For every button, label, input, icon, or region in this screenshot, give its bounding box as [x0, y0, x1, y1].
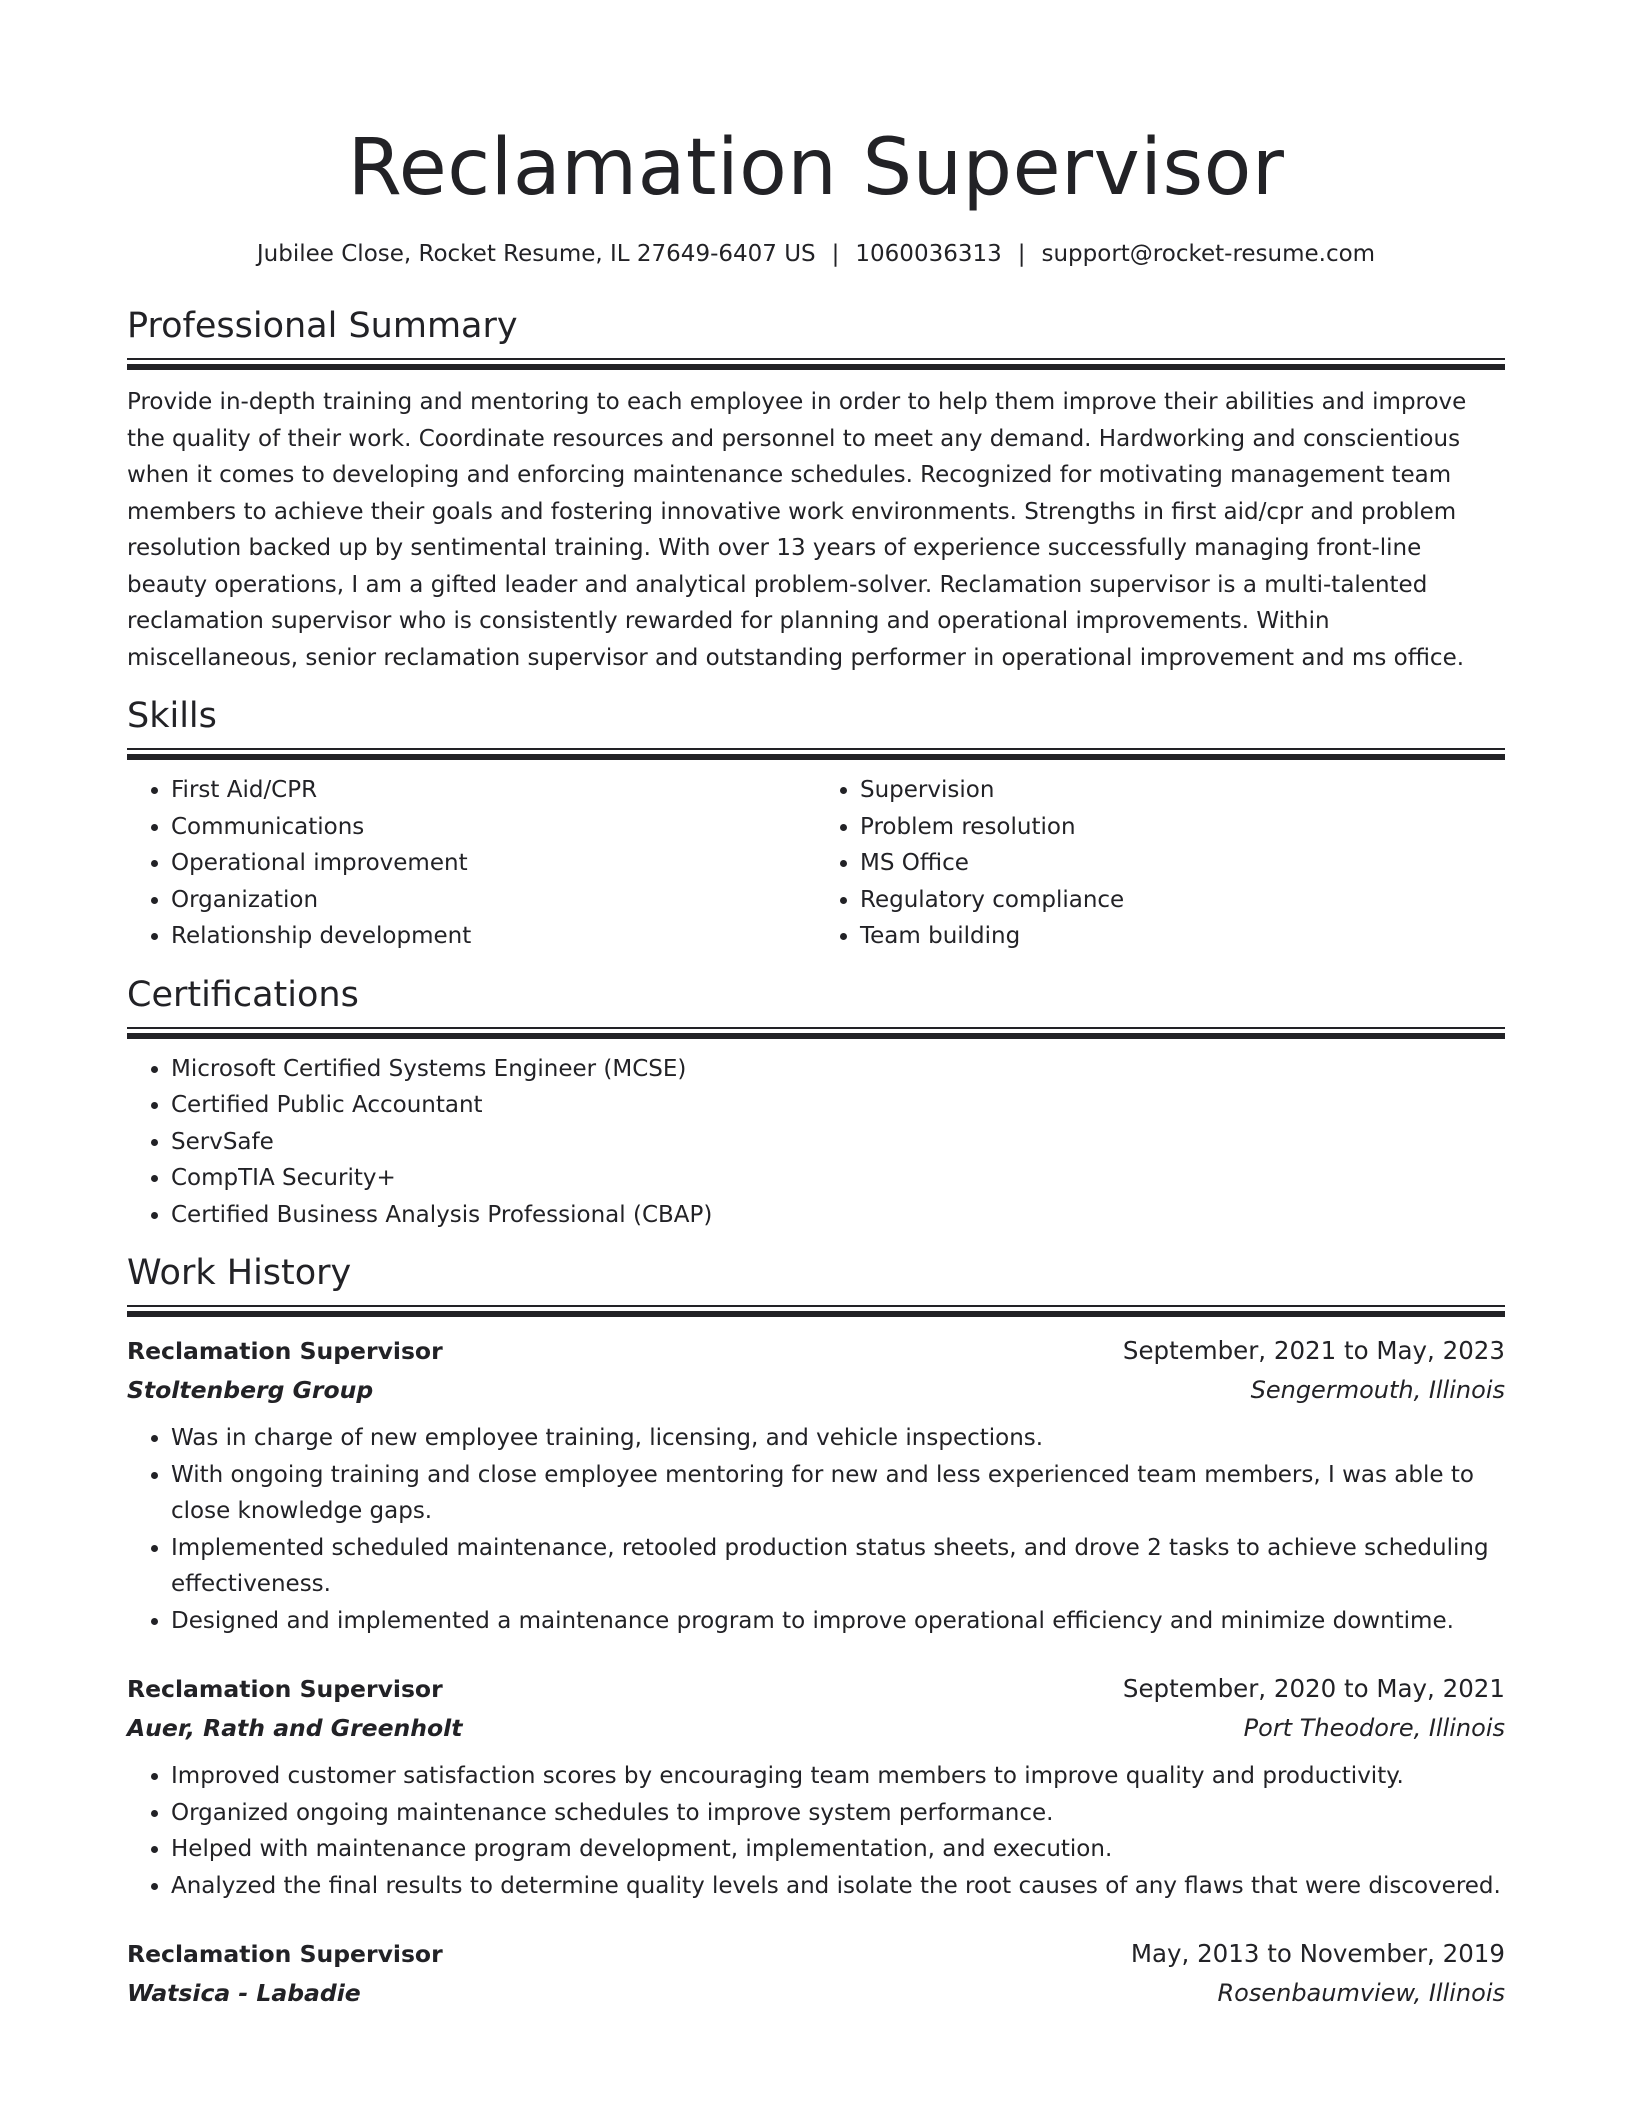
job-dates: September, 2020 to May, 2021	[1122, 1674, 1505, 1703]
job-bullets	[127, 1758, 1505, 1904]
contact-phone: 1060036313	[855, 241, 1002, 267]
skill-item: • Organization	[171, 882, 816, 919]
resume-name: Reclamation Supervisor	[347, 123, 1285, 213]
job-bullet: • With ongoing training and close employee mentoring for new and less experienced team members, I was able to close knowledge gaps.	[171, 1457, 1505, 1530]
skill-item: • Team building	[860, 918, 1505, 955]
certifications-list	[127, 1051, 1505, 1234]
skills-right-list	[816, 772, 1505, 955]
job-bullet: • Helped with maintenance program development, implementation, and execution.	[171, 1831, 1505, 1868]
job-bullet: • Improved customer satisfaction scores by encouraging team members to improve quality and productivity.	[171, 1758, 1505, 1795]
job-bullets	[127, 1420, 1505, 1639]
skill-item: • First Aid/CPR	[171, 772, 816, 809]
job-header-row	[127, 1331, 1505, 1371]
skill-item: • Relationship development	[171, 918, 816, 955]
work-history-heading: Work History	[127, 1253, 352, 1293]
section-divider-thin	[127, 358, 1505, 360]
job-dates: September, 2021 to May, 2023	[1122, 1336, 1505, 1365]
job-header-row	[127, 1934, 1505, 1974]
section-divider-thick	[127, 1033, 1505, 1039]
skill-item: • Operational improvement	[171, 845, 816, 882]
job-location: Rosenbaumview, Illinois	[1217, 1979, 1505, 2007]
work-history-section	[127, 1249, 1505, 2013]
section-divider-thin	[127, 1027, 1505, 1029]
section-divider-thick	[127, 1311, 1505, 1317]
section-divider-thin	[127, 748, 1505, 750]
job-entry	[127, 1934, 1505, 2013]
job-company-row	[127, 1974, 1505, 2013]
job-bullet: • Analyzed the final results to determine quality levels and isolate the root causes of any flaws that were discovered.	[171, 1868, 1505, 1905]
certification-item: • Microsoft Certified Systems Engineer (MCSE)	[171, 1051, 1505, 1088]
job-company-row	[127, 1371, 1505, 1410]
certification-item: • ServSafe	[171, 1124, 1505, 1161]
job-bullet: • Designed and implemented a maintenance program to improve operational efficiency and minimize downtime.	[171, 1603, 1505, 1640]
contact-email: support@rocket-resume.com	[1041, 241, 1376, 267]
job-entry	[127, 1331, 1505, 1639]
skills-grid	[127, 760, 1505, 955]
section-divider-thick	[127, 364, 1505, 370]
job-company: Watsica - Labadie	[127, 1979, 361, 2007]
summary-section	[127, 302, 1505, 676]
skill-item: • Supervision	[860, 772, 1505, 809]
contact-line	[127, 238, 1505, 270]
certification-item: • Certified Public Accountant	[171, 1087, 1505, 1124]
contact-separator: |	[1017, 241, 1026, 267]
contact-separator: |	[831, 241, 840, 267]
skill-item: • Regulatory compliance	[860, 882, 1505, 919]
summary-text: Provide in-depth training and mentoring to each employee in order to help them improve their abilities and improve the quality of their work. Coordinate resources and personnel to meet any demand. Hardworking and conscientious when it comes to developing and enforcing maintenance schedules. Recognized for motivating management team members to achieve their goals and fostering innovative work environments. Strengths in first aid/cpr and problem resolution backed up by sentimental training. With over 13 years of experience successfully managing front-line beauty operations, I am a gifted leader and analytical problem-solver. Reclamation supervisor is a multi-talented reclamation supervisor who is consistently rewarded for planning and operational improvements. Within miscellaneous, senior reclamation supervisor and outstanding performer in operational improvement and ms office.	[127, 389, 1467, 671]
job-header-row	[127, 1669, 1505, 1709]
job-dates: May, 2013 to November, 2019	[1130, 1939, 1505, 1968]
job-title: Reclamation Supervisor	[127, 1675, 443, 1703]
job-bullet: • Implemented scheduled maintenance, retooled production status sheets, and drove 2 tasks to achieve scheduling effectiveness.	[171, 1530, 1505, 1603]
certification-item: • CompTIA Security+	[171, 1160, 1505, 1197]
summary-heading: Professional Summary	[127, 306, 518, 346]
job-bullet: • Was in charge of new employee training, licensing, and vehicle inspections.	[171, 1420, 1505, 1457]
skill-item: • Problem resolution	[860, 809, 1505, 846]
job-company: Stoltenberg Group	[127, 1376, 374, 1404]
job-entry	[127, 1669, 1505, 1904]
skills-section	[127, 692, 1505, 955]
skills-left-list	[127, 772, 816, 955]
job-title: Reclamation Supervisor	[127, 1337, 443, 1365]
skill-item: • MS Office	[860, 845, 1505, 882]
certifications-section	[127, 971, 1505, 1234]
skills-heading: Skills	[127, 696, 217, 736]
job-bullet: • Organized ongoing maintenance schedules to improve system performance.	[171, 1795, 1505, 1832]
job-company-row	[127, 1709, 1505, 1748]
job-title: Reclamation Supervisor	[127, 1940, 443, 1968]
contact-address: Jubilee Close, Rocket Resume, IL 27649-6407 US	[256, 241, 816, 267]
job-location: Sengermouth, Illinois	[1250, 1376, 1505, 1404]
section-divider-thin	[127, 1305, 1505, 1307]
job-company: Auer, Rath and Greenholt	[127, 1714, 463, 1742]
skill-item: • Communications	[171, 809, 816, 846]
certifications-heading: Certifications	[127, 974, 359, 1015]
certification-item: • Certified Business Analysis Professional (CBAP)	[171, 1197, 1505, 1234]
job-location: Port Theodore, Illinois	[1243, 1714, 1505, 1742]
